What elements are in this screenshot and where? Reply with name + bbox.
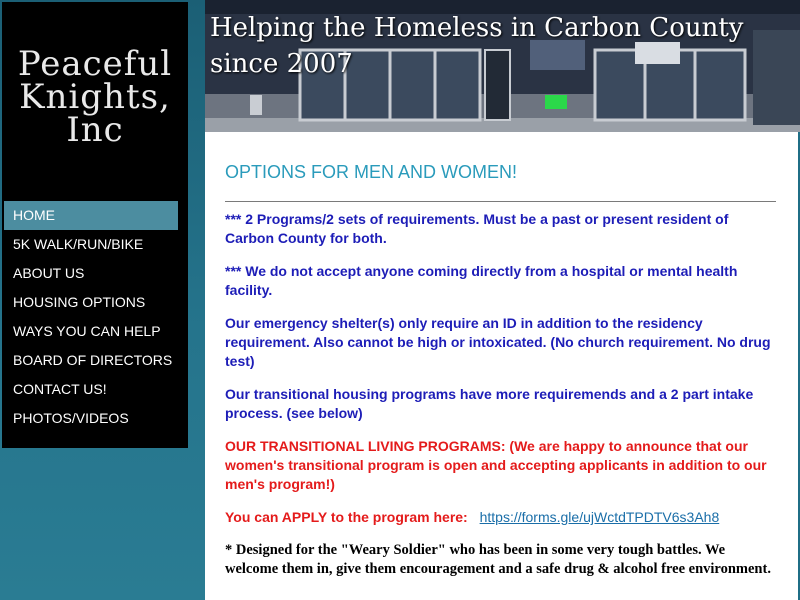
- paragraph-transitional-requirements: Our transitional housing programs have more requiremends and a 2 part intake process. (see below): [225, 386, 754, 421]
- apply-link[interactable]: https://forms.gle/ujWctdTPDTV6s3Ah8: [479, 509, 720, 525]
- divider: [225, 201, 776, 202]
- paragraph-no-hospital: *** We do not accept anyone coming directly from a hospital or mental health facility.: [225, 263, 738, 298]
- paragraph-emergency-shelter: Our emergency shelter(s) only require an ID in addition to the residency requirement. Also cannot be high or intoxicated. (No church requirement. No drug test): [225, 315, 771, 369]
- nav-item-contact[interactable]: CONTACT US!: [13, 381, 107, 397]
- header-banner: [205, 0, 800, 132]
- nav-item-housing-options[interactable]: HOUSING OPTIONS: [13, 294, 146, 310]
- banner-title: Helping the Homeless in Carbon County since 2007: [210, 13, 744, 79]
- paragraph-weary-soldier: * Designed for the "Weary Soldier" who has been in some very tough battles. We welcome them in, give them encouragement and a safe drug & alcohol free environment.: [225, 542, 771, 577]
- nav-item-home[interactable]: HOME: [4, 201, 178, 230]
- apply-line: [225, 508, 776, 527]
- paragraph-requirements: *** 2 Programs/2 sets of requirements. Must be a past or present resident of Carbon County for both.: [225, 211, 729, 246]
- sidebar: [2, 2, 188, 448]
- nav-item-5k-walk[interactable]: 5K WALK/RUN/BIKE: [13, 236, 144, 252]
- site-title[interactable]: Peaceful Knights, Inc: [17, 44, 173, 150]
- nav-item-ways-to-help[interactable]: WAYS YOU CAN HELP: [13, 323, 161, 339]
- nav-item-about-us[interactable]: ABOUT US: [13, 265, 85, 281]
- nav-item-board[interactable]: BOARD OF DIRECTORS: [13, 352, 173, 368]
- main-nav: [4, 201, 178, 433]
- paragraph-transitional-programs: OUR TRANSITIONAL LIVING PROGRAMS: (We are happy to announce that our women's transitional program is open and accepting applicants in addition to our men's program!): [225, 438, 767, 492]
- apply-label: You can APPLY to the program here:: [225, 509, 468, 525]
- nav-item-photos-videos[interactable]: PHOTOS/VIDEOS: [13, 410, 129, 426]
- main-content: [205, 132, 798, 600]
- page-heading: OPTIONS FOR MEN AND WOMEN!: [225, 162, 518, 182]
